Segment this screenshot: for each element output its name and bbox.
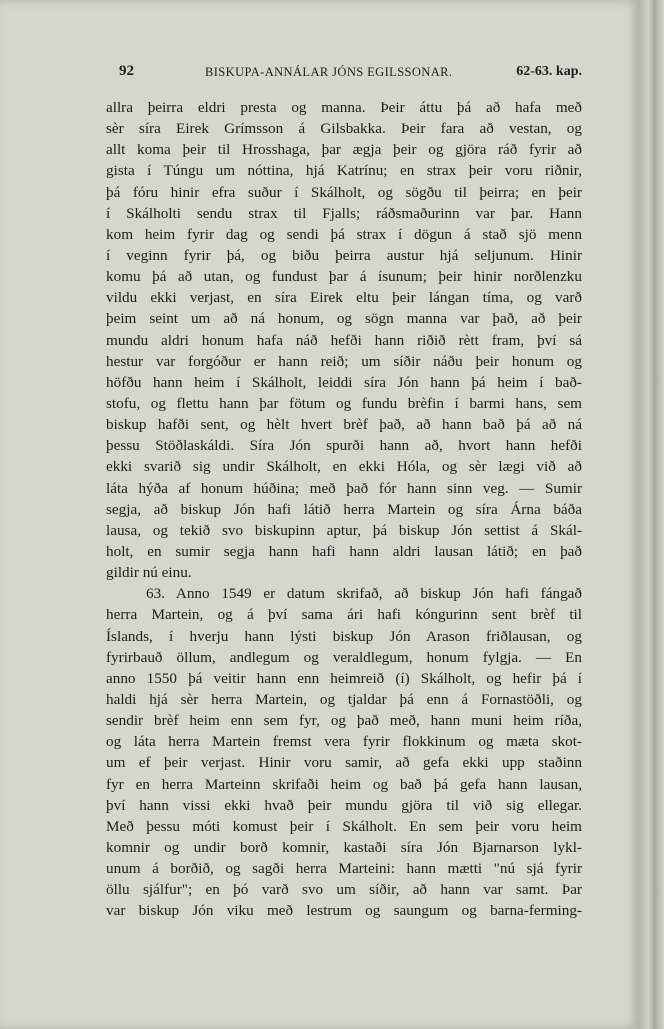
text-line: og láta herra Martein fremst vera fyrir flokkinum og mæta skot- (106, 733, 582, 751)
text-line: í Skálholti sendu strax til Fjalls; ráðsmaðurinn var þar. Hann (106, 204, 582, 222)
running-title: BISKUPA-ANNÁLAR JÓNS EGILSSONAR. (205, 65, 453, 79)
text-line: hestur var forgóður er hann reið; um síðir náðu þeir honum og (106, 352, 582, 370)
text-line: segja, að biskup Jón hafi látið herra Martein og síra Árna báða (106, 500, 582, 518)
text-line: höfðu hann heim í Skálholt, leiddi síra Jón hann þá heim í bað- (106, 373, 582, 391)
text-line: kom heim fyrir dag og sendi þá strax í dögun á stað sjö menn (106, 225, 582, 243)
text-line: haldi hjá sèr herra Martein, og tjaldar þá enn á Fornastöðli, og (106, 690, 582, 708)
text-line: stofu, og flettu hann þar fötum og fundu brèfin í barmi hans, sem (106, 394, 582, 412)
text-line: komu þá að utan, og fundust þar á ísunum; þeir hinir norðlenzku (106, 268, 582, 286)
text-line: allra þeirra eldri presta og manna. Þeir áttu þá að hafa með (106, 99, 582, 116)
text-line: gista í Túngu um nóttina, hjá Katrínu; en strax þeir voru riðnir, (106, 162, 582, 180)
text-line: fyrirbauð öllum, andlegum og veraldlegum, honum fylgja. — En (106, 648, 582, 666)
text-line: því hann vissi ekki hvað þeir mundu gjöra til við sig ellegar. (106, 796, 582, 814)
text-line: vildu ekki verjast, en síra Eirek eltu þeir lángan tíma, og varð (106, 289, 582, 307)
text-line: um ef þeir verjast. Hinir voru samir, að gefa ekki upp staðinn (106, 754, 582, 772)
text-line: láta hýða af honum húðina; með það fór hann sinn veg. — Sumir (106, 479, 582, 497)
text-line: mundu aldri honum hafa náð hefði hann riðið rètt fram, því sá (106, 331, 582, 349)
chapter-reference: 62-63. kap. (516, 64, 582, 79)
page-number: 92 (119, 63, 134, 79)
text-line: komnir og undir borð komnir, kastaði síra Jón Bjarnarson lykl- (106, 838, 582, 856)
text-line: öllu sjálfur"; en þó varð svo um síðir, að hann var samt. Þar (106, 881, 582, 899)
text-line: herra Martein, og á því sama ári hafi kóngurinn sent brèf til (106, 606, 582, 624)
text-line: í veginn fyrir þá, og biðu þeirra austur hjá seljunum. Hinir (106, 246, 582, 264)
text-line: sendir brèf heim enn sem fyr, og það með, hann muni heim ríða, (106, 712, 582, 730)
text-line: fyr en herra Marteinn skrifaði heim og bað þá gefa hann lausan, (106, 775, 582, 793)
text-line: biskup hafði sent, og hèlt hvert brèf það, að hann bað þá að ná (106, 416, 582, 434)
text-line: lausa, og tekið svo biskupinn aptur, þá biskup Jón settist á Skál- (106, 521, 582, 539)
section-63-start-line: 63. Anno 1549 er datum skrifað, að biskup Jón hafi fángað (146, 585, 582, 603)
text-line: Íslands, í hverju hann lýsti biskup Jón Arason friðlausan, og (106, 627, 582, 645)
text-line: þeim seint um að ná honum, og sögn manna var það, að þeir (106, 310, 582, 328)
text-line: unum á borðið, og sagði herra Marteini: hann mætti "nú sjá fyrir (106, 860, 582, 878)
paragraph-end-line: gildir nú einu. (106, 564, 192, 582)
text-line: anno 1550 þá veitir hann enn heimreið (í) Skálholt, og hefir þá í (106, 669, 582, 687)
text-line: var biskup Jón viku með lestrum og saungum og barna-ferming- (106, 902, 582, 920)
text-line: holt, en sumir segja hann hafi hann aldri lausan látið; en það (106, 542, 582, 560)
body-text (106, 97, 582, 921)
page-header (119, 63, 582, 85)
text-line: allt koma þeir til Hrosshaga, þar ægja þeir og gjöra ráð fyrir að (106, 141, 582, 159)
page-edge (640, 0, 664, 1029)
text-line: þá fóru hinir efra suður í Skálholt, og sögðu til þeirra; en þeir (106, 183, 582, 201)
text-line: þessu Stöðlaskáldi. Síra Jón spurði hann að, hvort hann hefði (106, 437, 582, 455)
text-line: ekki svarið sig undir Skálholt, en ekki Hóla, og sèr lægi við að (106, 458, 582, 476)
text-line: sèr síra Eirek Grímsson á Gilsbakka. Þeir fara að vestan, og (106, 120, 582, 138)
text-line: Með þessu móti komust þeir í Skálholt. En sem þeir voru heim (106, 817, 582, 835)
